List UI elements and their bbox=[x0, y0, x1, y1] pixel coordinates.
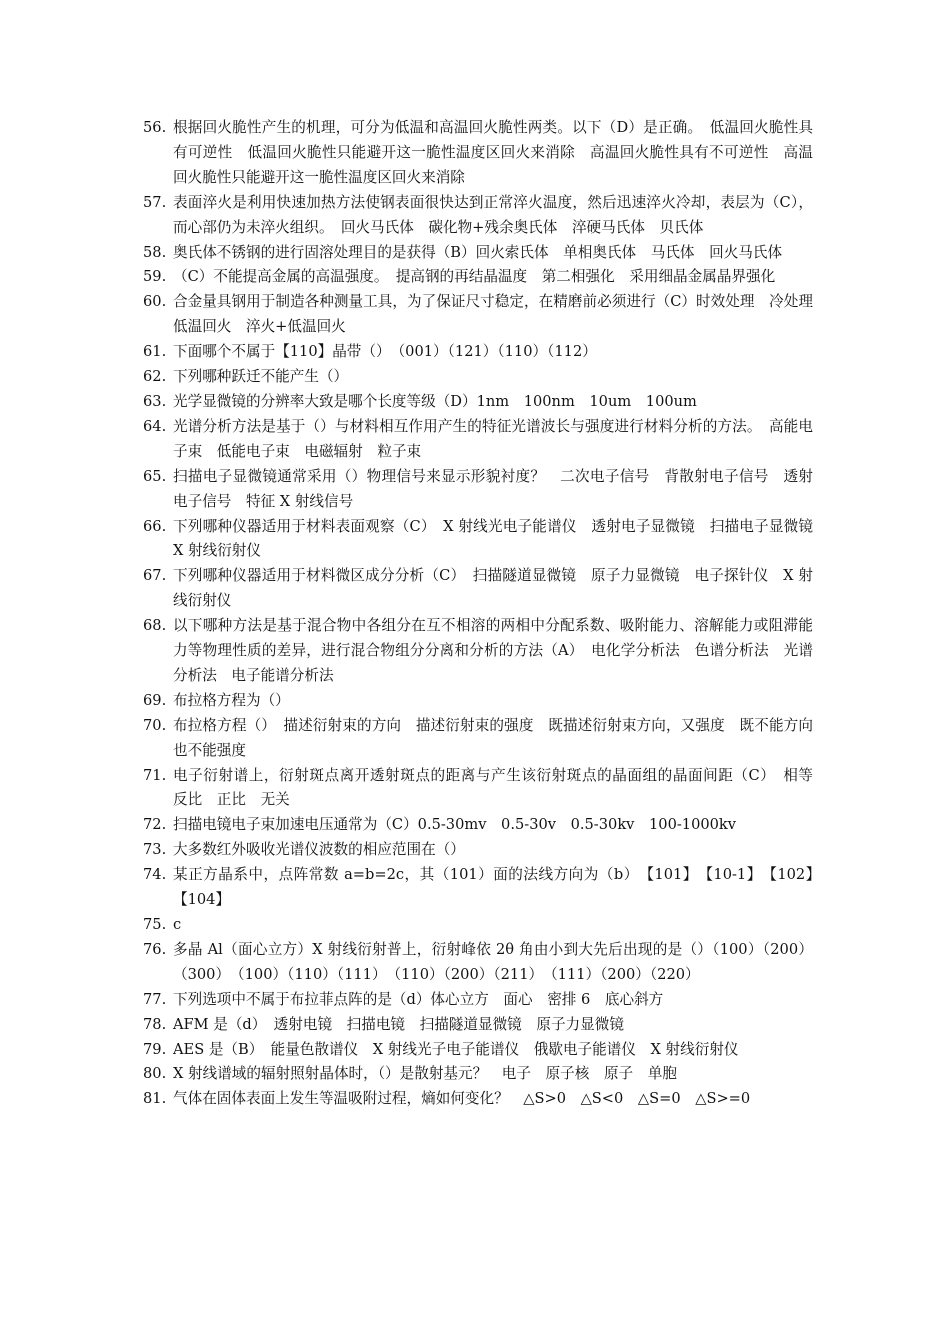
question-number: 57. bbox=[143, 193, 167, 211]
question-item bbox=[143, 913, 813, 938]
question-item bbox=[143, 191, 813, 241]
question-text: 大多数红外吸收光谱仪波数的相应范围在（） bbox=[173, 841, 465, 859]
question-item bbox=[143, 340, 813, 365]
question-item bbox=[143, 614, 813, 689]
question-text: 下列哪种仪器适用于材料微区成分分析（C） 扫描隧道显微镜 原子力显微镜 电子探针仪 X 射线衍射仪 bbox=[173, 567, 813, 610]
question-list bbox=[143, 116, 828, 1112]
question-number: 59. bbox=[143, 268, 167, 286]
question-number: 72. bbox=[143, 816, 167, 834]
question-text: 布拉格方程（） 描述衍射束的方向 描述衍射束的强度 既描述衍射束方向，又强度 既不能方向也不能强度 bbox=[173, 716, 813, 759]
question-text: 光谱分析方法是基于（）与材料相互作用产生的特征光谱波长与强度进行材料分析的方法。 高能电子束 低能电子束 电磁辐射 粒子束 bbox=[173, 417, 813, 460]
question-text: 扫描电镜电子束加速电压通常为（C）0.5-30mv 0.5-30v 0.5-30kv 100-1000kv bbox=[173, 816, 737, 834]
question-number: 78. bbox=[143, 1015, 167, 1033]
question-number: 62. bbox=[143, 368, 167, 386]
question-text: 根据回火脆性产生的机理，可分为低温和高温回火脆性两类。以下（D）是正确。 低温回火脆性具有可逆性 低温回火脆性只能避开这一脆性温度区回火来消除 高温回火脆性具有不可逆性 高温回火脆性只能避开这一脆性温度区回火来消除 bbox=[173, 119, 813, 186]
question-text: 扫描电子显微镜通常采用（）物理信号来显示形貌衬度？ 二次电子信号 背散射电子信号 透射电子信号 特征 X 射线信号 bbox=[173, 467, 813, 510]
question-number: 81. bbox=[143, 1090, 167, 1108]
question-item bbox=[143, 1087, 813, 1112]
question-number: 79. bbox=[143, 1040, 167, 1058]
question-item bbox=[143, 241, 813, 266]
question-number: 76. bbox=[143, 940, 167, 958]
question-number: 77. bbox=[143, 990, 167, 1008]
question-number: 73. bbox=[143, 841, 167, 859]
question-number: 68. bbox=[143, 617, 167, 635]
question-number: 74. bbox=[143, 866, 167, 884]
question-item bbox=[143, 764, 828, 814]
question-item bbox=[143, 988, 813, 1013]
question-item bbox=[143, 938, 813, 988]
question-number: 61. bbox=[143, 343, 167, 361]
question-item bbox=[143, 265, 813, 290]
question-number: 58. bbox=[143, 243, 167, 261]
question-item bbox=[143, 863, 828, 913]
question-text: 下列选项中不属于布拉菲点阵的是（d）体心立方 面心 密排 6 底心斜方 bbox=[173, 990, 664, 1008]
question-item bbox=[143, 415, 813, 465]
question-item bbox=[143, 465, 813, 515]
question-text: 布拉格方程为（） bbox=[173, 691, 290, 709]
question-item bbox=[143, 813, 813, 838]
question-text: 下列哪种跃迁不能产生（） bbox=[173, 368, 349, 386]
question-text: 表面淬火是利用快速加热方法使钢表面很快达到正常淬火温度，然后迅速淬火冷却，表层为（C），而心部仍为未淬火组织。 回火马氏体 碳化物+残余奥氏体 淬硬马氏体 贝氏体 bbox=[173, 193, 813, 236]
question-text: c bbox=[173, 916, 182, 933]
question-text: （C）不能提高金属的高温强度。 提高钢的再结晶温度 第二相强化 采用细晶金属晶界强化 bbox=[173, 268, 776, 286]
question-text: 多晶 Al（面心立方）X 射线衍射普上，衍射峰依 2θ 角由小到大先后出现的是（）（100）（200）（300） （100）（110）（111） （110）（200）（211） （111）（200）（220） bbox=[173, 940, 813, 983]
question-number: 67. bbox=[143, 567, 167, 585]
question-text: 奥氏体不锈钢的进行固溶处理目的是获得（B）回火索氏体 单相奥氏体 马氏体 回火马氏体 bbox=[173, 243, 783, 261]
question-text: 气体在固体表面上发生等温吸附过程，熵如何变化？ △S>0 △S<0 △S=0 △S>=0 bbox=[173, 1090, 751, 1108]
question-item bbox=[143, 290, 828, 340]
question-item bbox=[143, 365, 813, 390]
question-number: 75. bbox=[143, 916, 167, 933]
question-text: 下面哪个不属于【110】晶带（） （001）（121）（110）（112） bbox=[173, 343, 597, 361]
question-text: 以下哪种方法是基于混合物中各组分在互不相溶的两相中分配系数、吸附能力、溶解能力或阻滞能力等物理性质的差异，进行混合物组分分离和分析的方法（A） 电化学分析法 色谱分析法 光谱分析法 电子能谱分析法 bbox=[173, 617, 813, 684]
question-text: 光学显微镜的分辨率大致是哪个长度等级（D）1nm 100nm 10um 100um bbox=[173, 392, 697, 410]
question-text: X 射线谱域的辐射照射晶体时，（）是散射基元？ 电子 原子核 原子 单胞 bbox=[173, 1065, 677, 1083]
question-text: 合金量具钢用于制造各种测量工具，为了保证尺寸稳定，在精磨前必须进行（C）时效处理 冷处理 低温回火 淬火+低温回火 bbox=[173, 293, 828, 336]
question-item bbox=[143, 116, 813, 191]
question-number: 60. bbox=[143, 293, 167, 311]
question-number: 64. bbox=[143, 417, 167, 435]
question-item bbox=[143, 515, 828, 565]
question-text: 下列哪种仪器适用于材料表面观察（C） X 射线光电子能谱仪 透射电子显微镜 扫描电子显微镜 X 射线衍射仪 bbox=[173, 517, 828, 560]
question-item bbox=[143, 1062, 813, 1087]
question-number: 66. bbox=[143, 517, 167, 535]
question-number: 56. bbox=[143, 119, 167, 136]
question-number: 71. bbox=[143, 766, 167, 784]
question-item bbox=[143, 1038, 813, 1063]
question-text: AES 是（B） 能量色散谱仪 X 射线光子电子能谱仪 俄歇电子能谱仪 X 射线衍射仪 bbox=[173, 1040, 739, 1058]
question-number: 70. bbox=[143, 716, 167, 734]
question-number: 69. bbox=[143, 691, 167, 709]
question-item bbox=[143, 1013, 813, 1038]
question-text: 电子衍射谱上，衍射斑点离开透射斑点的距离与产生该衍射斑点的晶面组的晶面间距（C） 相等 反比 正比 无关 bbox=[173, 766, 828, 809]
question-number: 63. bbox=[143, 392, 167, 410]
question-item bbox=[143, 689, 813, 714]
question-number: 65. bbox=[143, 467, 167, 485]
question-text: AFM 是（d） 透射电镜 扫描电镜 扫描隧道显微镜 原子力显微镜 bbox=[173, 1015, 624, 1033]
question-text: 某正方晶系中，点阵常数 a=b=2c，其（101）面的法线方向为（b） 【101】 【10-1】 【102】 【104】 bbox=[173, 866, 828, 909]
question-item bbox=[143, 838, 813, 863]
question-item bbox=[143, 390, 813, 415]
question-item bbox=[143, 714, 813, 764]
question-number: 80. bbox=[143, 1065, 167, 1083]
question-item bbox=[143, 564, 813, 614]
